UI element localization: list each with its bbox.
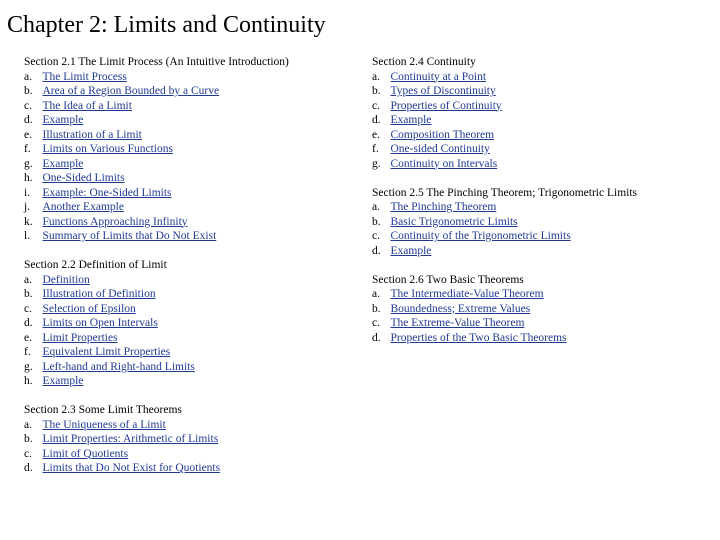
section-heading: Section 2.1 The Limit Process (An Intuitive Introduction) xyxy=(24,56,289,68)
topic-link[interactable]: Limit Properties xyxy=(42,331,118,344)
list-item xyxy=(372,128,712,143)
topic-link[interactable]: Continuity at a Point xyxy=(390,70,487,83)
list-item xyxy=(24,461,344,476)
topic-link[interactable]: Properties of the Two Basic Theorems xyxy=(390,331,567,344)
topic-link[interactable]: Limit Properties: Arithmetic of Limits xyxy=(42,433,219,445)
list-item xyxy=(372,84,712,99)
section-heading: Section 2.5 The Pinching Theorem; Trigonometric Limits xyxy=(372,186,638,199)
topic-link[interactable]: Example xyxy=(42,114,84,126)
list-item xyxy=(372,157,712,172)
list-item xyxy=(372,99,712,114)
section-block xyxy=(24,258,344,389)
item-letter: c. xyxy=(372,99,380,112)
item-letter: a. xyxy=(24,273,32,286)
topic-link[interactable]: Example: One-Sided Limits xyxy=(42,186,172,199)
list-item xyxy=(24,200,344,215)
topic-link[interactable]: Limits on Open Intervals xyxy=(42,317,158,329)
list-item xyxy=(24,302,344,317)
item-letter: d. xyxy=(24,114,33,126)
topic-link[interactable]: Summary of Limits that Do Not Exist xyxy=(42,230,217,242)
section-block xyxy=(24,55,344,244)
list-item xyxy=(24,70,344,85)
list-item xyxy=(24,99,344,114)
topic-link[interactable]: One-sided Continuity xyxy=(390,143,490,155)
topic-link[interactable]: Left-hand and Right-hand Limits xyxy=(42,360,195,373)
topic-link[interactable]: One-Sided Limits xyxy=(42,172,125,184)
list-item xyxy=(24,273,344,288)
topic-link[interactable]: Example xyxy=(390,244,432,257)
list-item xyxy=(24,113,344,128)
topic-link[interactable]: The Extreme-Value Theorem xyxy=(390,317,525,329)
topic-link[interactable]: Boundedness; Extreme Values xyxy=(390,302,531,315)
topic-link[interactable]: Basic Trigonometric Limits xyxy=(390,215,518,228)
list-item xyxy=(372,331,712,346)
topic-link[interactable]: The Uniqueness of a Limit xyxy=(42,418,166,431)
topic-link[interactable]: Example xyxy=(42,157,84,170)
list-item xyxy=(372,302,712,317)
item-letter: a. xyxy=(372,288,380,300)
topic-link[interactable]: The Pinching Theorem xyxy=(390,201,497,213)
list-item xyxy=(24,331,344,346)
section-heading: Section 2.6 Two Basic Theorems xyxy=(372,273,524,286)
list-item xyxy=(24,374,344,389)
topic-link[interactable]: Continuity on Intervals xyxy=(390,157,498,170)
item-letter: b. xyxy=(24,288,33,300)
item-letter: c. xyxy=(372,317,380,329)
topic-link[interactable]: Area of a Region Bounded by a Curve xyxy=(42,85,220,97)
item-letter: e. xyxy=(24,331,32,344)
list-item xyxy=(372,244,712,259)
item-letter: d. xyxy=(372,331,381,344)
list-item xyxy=(24,316,344,331)
list-item xyxy=(372,200,712,215)
list-item xyxy=(24,157,344,172)
section-block xyxy=(372,186,712,259)
list-item xyxy=(24,84,344,99)
list-item xyxy=(24,447,344,462)
item-letter: e. xyxy=(372,128,380,141)
topic-link[interactable]: Another Example xyxy=(42,201,124,213)
list-item xyxy=(372,215,712,230)
item-letter: g. xyxy=(24,360,33,373)
item-letter: g. xyxy=(372,157,381,170)
item-letter: f. xyxy=(24,346,31,358)
list-item xyxy=(372,229,712,244)
topic-link[interactable]: Illustration of Definition xyxy=(42,288,156,300)
item-letter: i. xyxy=(24,186,31,199)
list-item xyxy=(372,316,712,331)
section-heading: Section 2.2 Definition of Limit xyxy=(24,259,167,271)
section-block xyxy=(24,403,344,476)
item-letter: d. xyxy=(372,114,381,126)
topic-link[interactable]: Example xyxy=(390,114,432,126)
left-column xyxy=(24,55,344,490)
topic-link[interactable]: The Idea of a Limit xyxy=(42,99,132,112)
item-letter: e. xyxy=(24,128,32,141)
item-letter: c. xyxy=(24,99,32,112)
list-item xyxy=(372,287,712,302)
item-letter: a. xyxy=(24,70,32,83)
item-letter: l. xyxy=(24,230,31,242)
list-item xyxy=(24,215,344,230)
list-item xyxy=(24,142,344,157)
section-block xyxy=(372,55,712,171)
item-letter: b. xyxy=(372,215,381,228)
item-letter: b. xyxy=(372,302,381,315)
topic-link[interactable]: Limits that Do Not Exist for Quotients xyxy=(42,462,221,474)
list-item xyxy=(24,418,344,433)
item-letter: a. xyxy=(372,70,380,83)
item-letter: c. xyxy=(372,230,380,242)
topic-link[interactable]: The Intermediate-Value Theorem xyxy=(390,288,544,300)
topic-link[interactable]: Continuity of the Trigonometric Limits xyxy=(390,230,571,242)
item-letter: d. xyxy=(24,317,33,329)
item-letter: a. xyxy=(372,201,380,213)
item-letter: h. xyxy=(24,375,33,387)
topic-link[interactable]: The Limit Process xyxy=(42,70,127,83)
list-item xyxy=(372,70,712,85)
list-item xyxy=(24,229,344,244)
item-letter: d. xyxy=(372,244,381,257)
list-item xyxy=(372,113,712,128)
list-item xyxy=(24,186,344,201)
item-letter: c. xyxy=(24,302,32,315)
section-block xyxy=(372,273,712,346)
item-letter: a. xyxy=(24,418,32,431)
item-letter: j. xyxy=(24,201,31,213)
topic-link[interactable]: Functions Approaching Infinity xyxy=(42,215,188,228)
item-letter: c. xyxy=(24,447,32,460)
section-heading: Section 2.3 Some Limit Theorems xyxy=(24,404,182,416)
item-letter: f. xyxy=(372,143,379,155)
topic-link[interactable]: Example xyxy=(42,375,84,387)
list-item xyxy=(24,345,344,360)
topic-link[interactable]: Equivalent Limit Properties xyxy=(42,346,171,358)
topic-link[interactable]: Composition Theorem xyxy=(390,128,495,141)
section-heading: Section 2.4 Continuity xyxy=(372,56,476,68)
list-item xyxy=(24,360,344,375)
list-item xyxy=(372,142,712,157)
right-column xyxy=(372,55,712,360)
topic-link[interactable]: Selection of Epsilon xyxy=(42,302,136,315)
item-letter: b. xyxy=(24,433,33,445)
page-title: Chapter 2: Limits and Continuity xyxy=(7,12,326,38)
topic-link[interactable]: Illustration of a Limit xyxy=(42,128,142,141)
item-letter: f. xyxy=(24,143,31,155)
item-letter: h. xyxy=(24,172,33,184)
item-letter: b. xyxy=(372,85,381,97)
topic-link[interactable]: Types of Discontinuity xyxy=(390,85,496,97)
topic-link[interactable]: Limit of Quotients xyxy=(42,447,129,460)
list-item xyxy=(24,171,344,186)
item-letter: g. xyxy=(24,157,33,170)
list-item xyxy=(24,432,344,447)
item-letter: k. xyxy=(24,215,33,228)
item-letter: b. xyxy=(24,85,33,97)
item-letter: d. xyxy=(24,462,33,474)
topic-link[interactable]: Limits on Various Functions xyxy=(42,143,173,155)
list-item xyxy=(24,128,344,143)
topic-link[interactable]: Properties of Continuity xyxy=(390,99,502,112)
topic-link[interactable]: Definition xyxy=(42,273,90,286)
list-item xyxy=(24,287,344,302)
